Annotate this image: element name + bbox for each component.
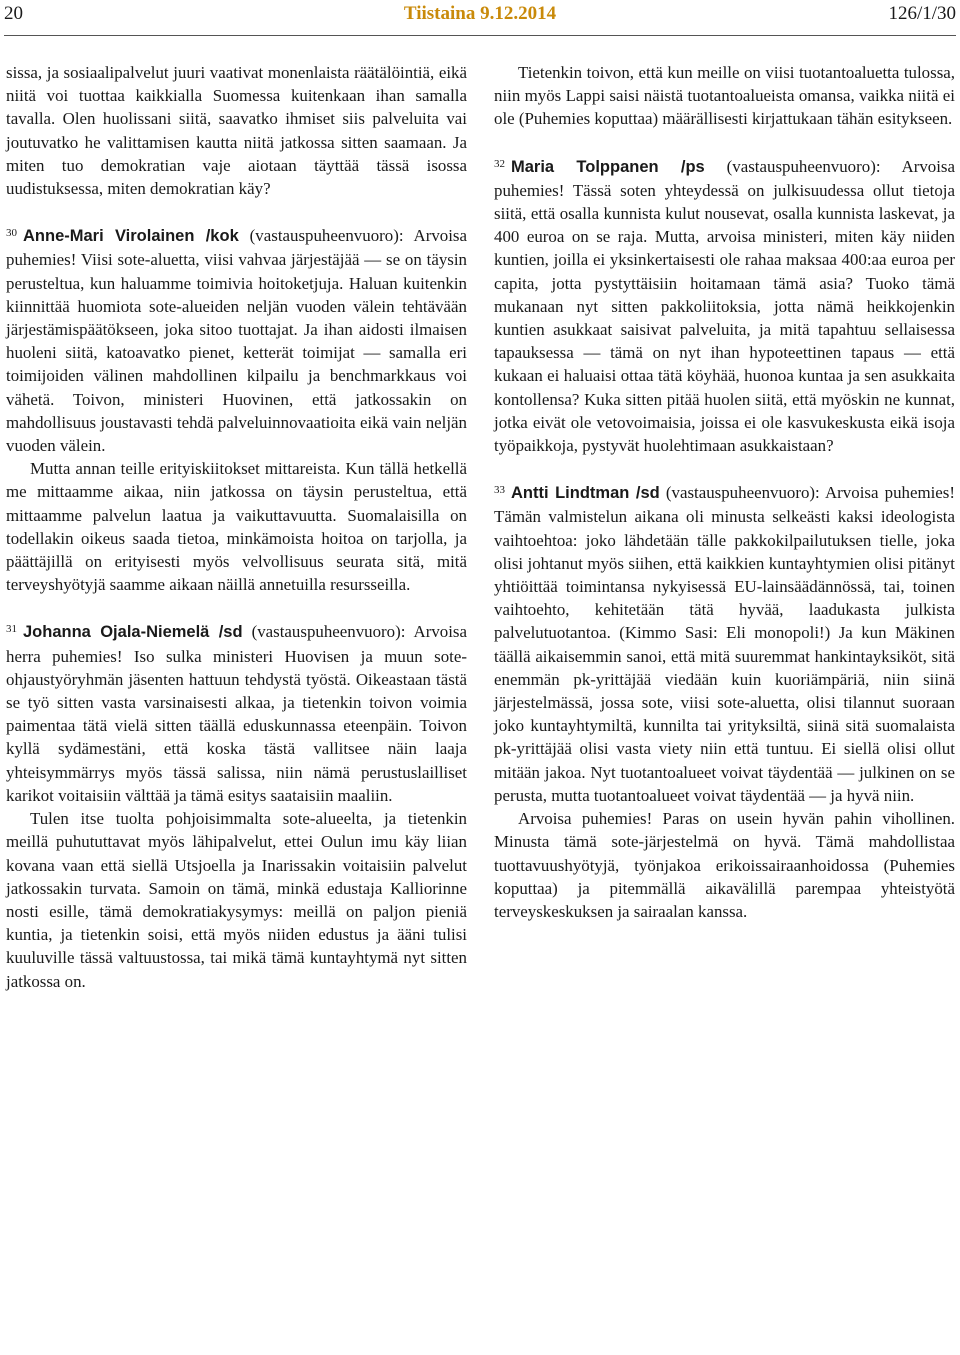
page-header: [0, 0, 960, 36]
paragraph: sissa, ja sosiaalipalvelut juuri vaativat monenlaista räätälöintiä, eikä niitä voi tuottaa kaikkialla Suomessa kuitenkaan ihan samalla tavalla. Olen huolissani siitä, saavatko ihmiset siis palveluita vai joutuvatko he valittamisen kautta niitä jatkossa sitten saamaan. Ja miten tuo demokratian vaje aiotaan täyttää tässä isossa uudistuksessa, miten demokratian käy?: [6, 63, 467, 199]
speech-text: (vastauspuheenvuoro): Arvoisa puhemies! Tässä soten yhteydessä on julkisuudessa ollut tietoja siitä, että osalla kunnista kulut nousevat, osalla kunnista laskevat, ja 400 euroa on se raja. Mutta, arvoisa ministeri, miten käy niiden kuntien, joilla ei yksinkertaisesti ole rahaa maksaa 400:aa euroa per capita, jotta pystyttäisiin hoitamaan tämä asia? Tuoko tämä mukanaan nyt sitten pakkoliitoksia, jotta nämä heikkojenkin kuntien asukkaat saisivat palveluita, ja mitä tapahtuu sellaisessa tapauksessa — tämä on nyt ihan hypoteettinen tapaus — että kukaan ei haluaisi ottaa tätä köyhää, huonoa kuntaa ja sen asukkaita kontollensa? Kuka sitten pitää huolen siitä, että myöskin ne kunnat, jotka eivät ole vetovoimaisia, joissa ei ole kasvukeskusta eikä isoja työpaikkoja, pystyvät huolehtimaan asukkaistaan?: [494, 156, 955, 456]
right-column: [494, 61, 955, 923]
header-divider: [4, 35, 956, 36]
speech-text: (vastauspuheenvuoro): Arvoisa puhemies! Tämän valmistelun aikana oli minusta selkeästi kaksi ideologista vaihtoehtoa: joko lähdetään tälle pakkokilpailutuksen tielle, joka olisi johtanut myös siihen, että kaikkien kuntayhtymien olisi pitänyt yhtiöittää toimintansa nykyisessä EU-lainsäädännössä, tai, toinen vaihtoehto, kehitetään tätä hyvää, laadukasta julkista palvelutuotantoa. (Kimmo Sasi: Eli monopoli!) Ja kun Mäkinen täällä aikaisemmin sanoi, että mitä suuremmat hankintayksiköt, sitä enemmän pk-yrittäjää viedään kuin kuoriämpäriä, niin siinä järjestelmässä, jossa sote, viisi sote-aluetta, olisi tilannut suoraan joko kuntayhtymiltä, kunnilta tai yrityksiltä, siinä sitä suomalaista pk-yrittäjää olisi vasta viety niin että tuntuu. Ei siellä olisi ollut mitään jakoa. Nyt tuotantoalueet voivat täydentää — julkinen on se perusta, mutta tuotantoalueet voivat täydentää — ja hyvä niin.: [494, 483, 955, 805]
paragraph: Mutta annan teille erityiskiitokset mittareista. Kun tällä hetkellä me mittaamme aikaa, niin jatkossa on täysin perusteltua, että mittaamme palvelun laatua ja vaikuttavuutta. Suomalaisilla on todellakin oikeus saada tietoa, minkämoista hoitoa on tarjolla, ja päättäjillä on erityisesti myös velvollisuus seurata sitä, mitä terveyshyötyjä saamme aikaan näillä annetuilla resursseilla.: [6, 459, 467, 595]
speech-31: [6, 618, 467, 807]
speech-number: 30: [6, 227, 17, 240]
speech-text: (vastauspuheenvuoro): Arvoisa puhemies! Viisi sote-aluetta, viisi vahvaa järjestäjää — se on täysin perusteltua, kun haluamme toimivia hoitoketjuja. Haluan kuitenkin kiinnittää huomiota sote-alueiden neljän vuoden välein tehtävään järjestämispäätökseen, joka sitoo tuottajat. Ja ihan aidosti ilmaisen huoleni siitä, katoavatko pienet, ketterät toimijat — samalla eri toimijoiden välinen mahdollinen kilpailu ja benchmarkkaus voi vähetä. Toivon, ministeri Huovinen, että jatkossakin on mahdollisuus joustavasti tehdä palveluinnovaatioita eikä vain neljän vuoden välein.: [6, 226, 467, 456]
left-column: [6, 61, 467, 993]
speaker-name: Antti Lindtman /sd: [511, 484, 660, 503]
speech-33: [494, 479, 955, 807]
paragraph: Arvoisa puhemies! Paras on usein hyvän pahin vihollinen. Minusta tämä sote-järjestelmä on hyvä. Tämä mahdollistaa tuottavuushyötyjä, työnjakoa erikoissairaanhoidossa (Puhemies koputtaa) ja pitemmällä aikavälillä parempaa yhteistyötä terveyskeskuksen ja sairaalan kanssa.: [494, 809, 955, 921]
paragraph: Tulen itse tuolta pohjoisimmalta sote-alueelta, ja tietenkin meillä puhututtavat myös lähipalvelut, ettei Oulun imu käy liian kovana vaan että siellä Utsjoella ja Inarissakin voitaisiin palvelut jatkossakin turvata. Samoin on tämä, minkä edustaja Kalliorinne nosti esille, tämä demokratiakysymys: meillä on paljon pieniä kuntia, ja tietenkin soisi, että myös niiden edustus ja ääni tulisi kuuluville tässä valtuustossa, tai mikä tämä kuntayhtymä nyt sitten jatkossa on.: [6, 809, 467, 991]
speaker-name: Maria Tolppanen /ps: [511, 157, 705, 176]
speech-number: 33: [494, 484, 505, 497]
paragraph: Tietenkin toivon, että kun meille on viisi tuotantoaluetta tulossa, niin myös Lappi saisi näistä tuotantoalueista omansa, vaikka niitä ei ole (Puhemies koputtaa) määrällisesti kirjattukaan tähän esitykseen.: [494, 63, 955, 129]
speech-text: (vastauspuheenvuoro): Arvoisa herra puhemies! Iso sulka ministeri Huovisen ja muun sote-ohjaustyöryhmän jäsenten hattuun tehdystä työstä. Oikeastaan tästä se työ sitten vasta varsinaisesti alkaa, ja tietenkin toivon voimia paimentaa tätä vielä sitten täällä eduskunnassa eteenpäin. Toivon kyllä sydämestäni, että koska tästä vallitsee näin laaja yhteisymmärrys myös tässä salissa, niin nämä perustuslailliset karikot voitaisiin välttää ja tämä esitys saataisiin maaliin.: [6, 622, 467, 805]
speech-32: [494, 153, 955, 458]
speaker-name: Anne-Mari Virolainen /kok: [23, 227, 239, 246]
speech-30: [6, 222, 467, 457]
session-date: Tiistaina 9.12.2014: [403, 3, 557, 24]
page-number: 20: [4, 3, 23, 24]
speech-number: 32: [494, 157, 505, 170]
document-reference: 126/1/30: [888, 3, 956, 24]
speech-number: 31: [6, 623, 17, 636]
speaker-name: Johanna Ojala-Niemelä /sd: [23, 623, 243, 642]
